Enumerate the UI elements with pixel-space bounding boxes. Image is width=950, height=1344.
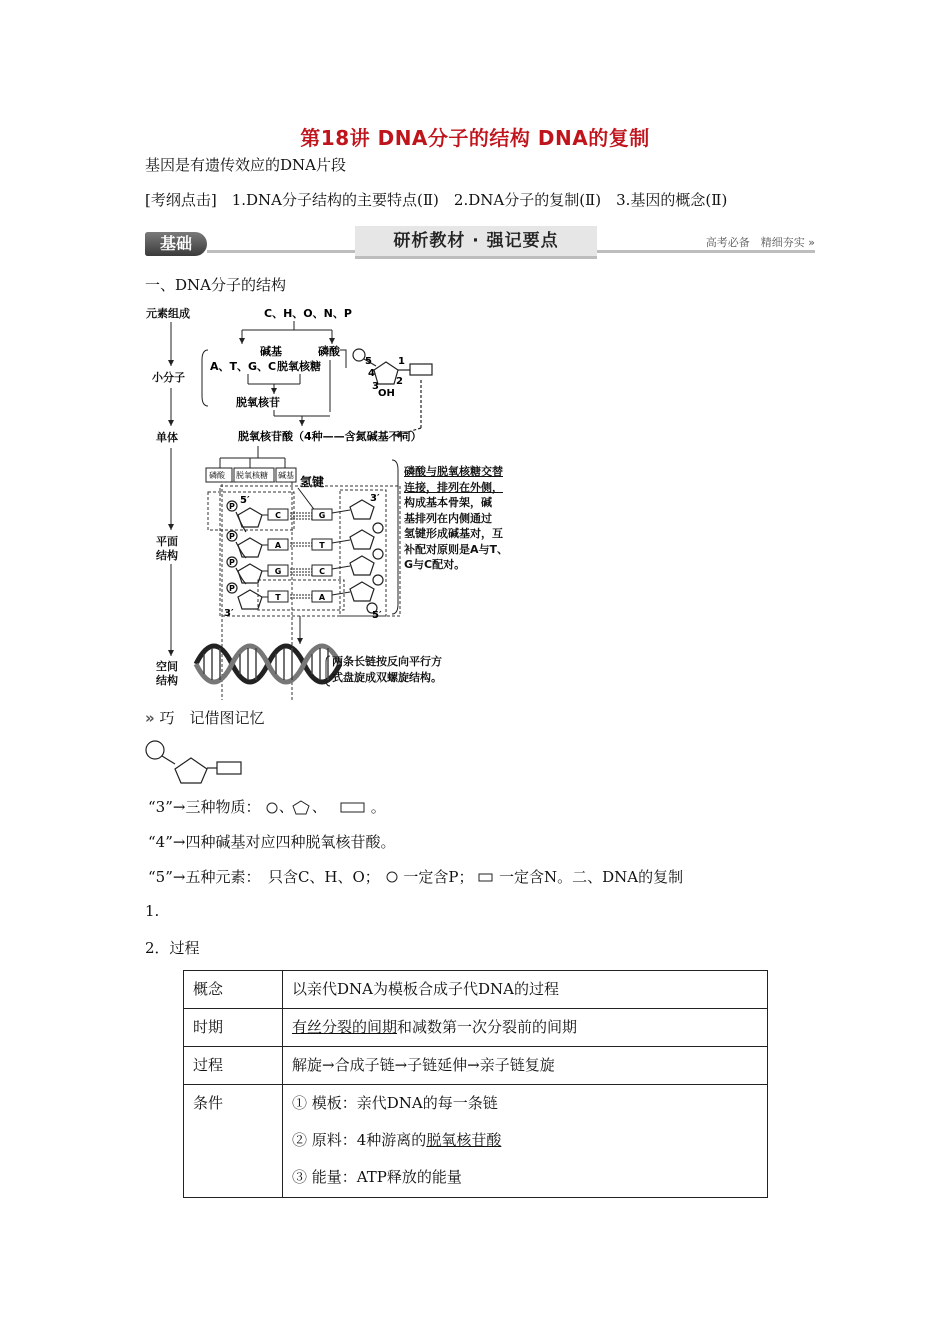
table-row <box>184 971 768 1009</box>
pair2-left: A <box>274 541 282 550</box>
memory-3-text: “3”→三种物质： <box>148 798 261 816</box>
pair4-right: A <box>318 593 326 602</box>
double-chevron-icon: » <box>145 709 155 727</box>
oh-label: OH <box>378 388 395 399</box>
elements-label: C、H、O、N、P <box>264 307 352 320</box>
level-plane-1: 平面 <box>156 535 178 548</box>
condition-value <box>283 1085 768 1198</box>
memory-tip <box>145 707 265 728</box>
level-space-2: 结构 <box>156 674 178 687</box>
period-rest: 和减数第一次分裂前的间期 <box>397 1018 578 1036</box>
right-5prime: 5′ <box>372 610 382 621</box>
page-title: 第18讲 DNA分子的结构 DNA的复制 <box>300 126 650 150</box>
level-elements: 元素组成 <box>146 307 190 320</box>
carbon-1-label: 1 <box>398 356 405 367</box>
condition-template: ① 模板：亲代DNA的每一条链 <box>292 1094 498 1112</box>
memory-line-4: “4”→四种碱基对应四种脱氧核苷酸。 <box>148 833 396 851</box>
item-1: 1. <box>145 902 160 920</box>
box-base: 碱基 <box>278 471 294 480</box>
base-rect-mini-icon <box>340 800 366 814</box>
memory-5-b: 一定含P； <box>403 868 474 886</box>
plane-note-7: G与C配对。 <box>404 558 466 571</box>
banner-note: 高考必备 精细夯实 » <box>705 236 815 249</box>
circle-mini-icon <box>385 870 399 884</box>
carbon-5-label: 5 <box>365 356 372 367</box>
plane-note-3: 构成基本骨架，碱 <box>404 496 492 509</box>
phosphate-label: 磷酸 <box>318 345 340 358</box>
memory-line-3 <box>148 796 386 817</box>
pair2-right: T <box>319 541 325 550</box>
item-2: 2．过程 <box>145 939 200 957</box>
memory-line-5 <box>148 866 683 887</box>
condition-material-underlined: 脱氧核苷酸 <box>426 1131 502 1149</box>
condition-energy: ③ 能量：ATP释放的能量 <box>292 1168 462 1186</box>
pair1-left: C <box>275 511 281 520</box>
double-helix-icon <box>196 646 340 682</box>
syllabus-outline: [考纲点击] 1.DNA分子结构的主要特点(Ⅱ) 2.DNA分子的复制(Ⅱ) 3.基因的概念(Ⅱ) <box>145 191 728 209</box>
p-label-4: P <box>229 584 235 593</box>
plane-note-1: 磷酸与脱氧核糖交替 <box>404 465 503 478</box>
bases-list-label: A、T、G、C <box>210 360 277 373</box>
plane-note-5: 氢键形成碱基对，互 <box>404 527 503 540</box>
banner-heading: 研析教材 · 强记要点 <box>355 226 597 259</box>
level-small-molecules: 小分子 <box>152 371 185 384</box>
left-3prime: 3′ <box>224 608 234 619</box>
condition-material-text: ② 原料：4种游离的 <box>292 1131 427 1149</box>
banner-tag: 基础 <box>145 232 207 256</box>
p-label-3: P <box>229 558 235 567</box>
process-value: 解旋→合成子链→子链延伸→亲子链复旋 <box>283 1047 768 1085</box>
level-space-1: 空间 <box>156 660 178 673</box>
nucleotide-mnemonic-icon <box>145 740 245 784</box>
process-header: 过程 <box>184 1047 283 1085</box>
three-substances-icons <box>265 799 335 815</box>
period-value <box>283 1009 768 1047</box>
pair4-left: T <box>275 593 281 602</box>
condition-material <box>292 1122 758 1159</box>
box-phosphate: 磷酸 <box>209 471 225 480</box>
level-plane-2: 结构 <box>156 549 178 562</box>
rect-mini-icon <box>478 870 494 884</box>
replication-table <box>183 970 768 1198</box>
nucleotide-label: 脱氧核苷酸（4种——含氮碱基不同） <box>238 430 422 443</box>
p-label-2: P <box>229 532 235 541</box>
section1-heading: 一、DNA分子的结构 <box>145 276 286 294</box>
table-row <box>184 1085 768 1198</box>
plane-structure-note <box>404 464 508 573</box>
level-monomer: 单体 <box>156 431 178 444</box>
right-3prime: 3′ <box>370 493 380 504</box>
section-banner <box>145 226 815 260</box>
memory-3-end: 。 <box>370 798 386 816</box>
concept-header: 概念 <box>184 971 283 1009</box>
carbon-3-label: 3 <box>372 381 379 392</box>
pair3-left: G <box>274 567 282 576</box>
carbon-2-label: 2 <box>396 376 403 387</box>
pair3-right: C <box>319 567 325 576</box>
plane-note-4: 基排列在内侧通过 <box>404 511 492 525</box>
carbon-4-label: 4 <box>368 368 375 379</box>
svg-text:、: 、 <box>312 800 327 815</box>
condition-header: 条件 <box>184 1085 283 1198</box>
space-structure-note <box>332 654 442 686</box>
p-label-1: P <box>229 502 235 511</box>
plane-note-6: 补配对原则是A与T、 <box>404 542 509 556</box>
box-deoxyribose: 脱氧核糖 <box>236 471 268 480</box>
table-row <box>184 1047 768 1085</box>
period-header: 时期 <box>184 1009 283 1047</box>
left-5prime: 5′ <box>240 495 250 506</box>
concept-value: 以亲代DNA为模板合成子代DNA的过程 <box>283 971 768 1009</box>
hydrogen-bond-label: 氢键 <box>300 475 325 489</box>
space-note-1: 两条长链按反向平行方 <box>332 655 442 668</box>
subtitle: 基因是有遗传效应的DNA片段 <box>145 156 346 174</box>
nucleoside-label: 脱氧核苷 <box>236 396 280 409</box>
memory-tip-label: 巧 记借图记忆 <box>159 709 265 727</box>
memory-5-a: “5”→五种元素： 只含C、H、O； <box>148 868 380 886</box>
chevron-right-icon: » <box>808 236 815 249</box>
plane-note-2: 连接，排列在外侧， <box>404 480 503 494</box>
space-note-2: 式盘旋成双螺旋结构。 <box>332 671 442 684</box>
base-label: 碱基 <box>260 345 282 358</box>
base-rect-icon <box>410 364 432 375</box>
table-row <box>184 1009 768 1047</box>
period-underlined: 有丝分裂的间期 <box>292 1018 398 1036</box>
pair1-right: G <box>318 511 326 520</box>
phosphate-circle-icon <box>353 349 365 361</box>
deoxyribose-label: 脱氧核糖 <box>277 360 321 373</box>
svg-text:、: 、 <box>279 800 294 815</box>
memory-5-c: 一定含N。二、DNA的复制 <box>499 868 684 886</box>
right-strand <box>350 500 383 613</box>
